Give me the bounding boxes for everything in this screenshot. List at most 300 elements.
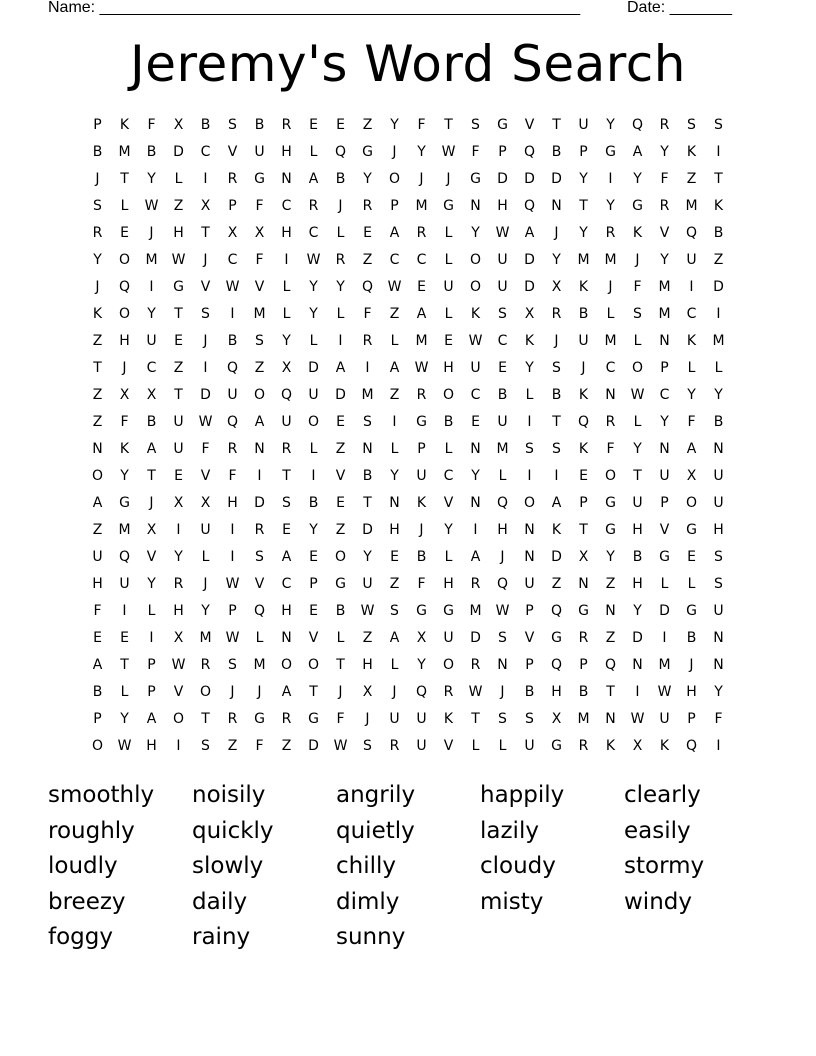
grid-letter: Y bbox=[579, 224, 588, 241]
grid-letter: E bbox=[120, 629, 129, 646]
grid-letter: Y bbox=[633, 602, 642, 619]
grid-letter: T bbox=[579, 197, 588, 214]
grid-letter: K bbox=[578, 440, 589, 457]
grid-letter: D bbox=[470, 629, 481, 646]
grid-letter: F bbox=[471, 143, 480, 160]
grid-letter: X bbox=[119, 386, 130, 403]
grid-letter: O bbox=[685, 494, 698, 511]
grid-letter: B bbox=[551, 386, 562, 403]
grid-letter: Y bbox=[633, 440, 642, 457]
grid-letter: F bbox=[228, 467, 237, 484]
grid-letter: H bbox=[146, 737, 157, 754]
grid-letter: L bbox=[687, 575, 696, 592]
grid-letter: D bbox=[308, 359, 319, 376]
grid-letter: S bbox=[552, 440, 561, 457]
grid-letter: G bbox=[551, 629, 562, 646]
word-list-item: angrily bbox=[336, 782, 416, 808]
grid-letter: A bbox=[524, 224, 535, 241]
grid-letter: S bbox=[714, 548, 723, 565]
grid-letter: F bbox=[606, 440, 615, 457]
grid-letter: L bbox=[498, 467, 507, 484]
grid-letter: E bbox=[174, 467, 183, 484]
grid-letter: J bbox=[419, 170, 424, 187]
grid-letter: L bbox=[444, 224, 453, 241]
grid-letter: L bbox=[336, 224, 345, 241]
grid-letter: U bbox=[686, 251, 697, 268]
grid-letter: G bbox=[443, 197, 454, 214]
grid-letter: D bbox=[551, 170, 562, 187]
grid-letter: L bbox=[336, 629, 345, 646]
grid-letter: F bbox=[633, 278, 642, 295]
grid-letter: C bbox=[605, 359, 616, 376]
word-list-item: daily bbox=[192, 888, 248, 915]
grid-letter: C bbox=[686, 305, 697, 322]
grid-letter: B bbox=[443, 413, 454, 430]
grid-letter: N bbox=[254, 440, 265, 457]
grid-letter: D bbox=[524, 170, 535, 187]
grid-letter: O bbox=[307, 656, 320, 673]
grid-letter: M bbox=[253, 656, 266, 673]
letter-grid bbox=[84, 111, 732, 759]
grid-letter: Z bbox=[713, 251, 724, 268]
grid-letter: Z bbox=[92, 332, 103, 349]
grid-letter: V bbox=[443, 737, 454, 754]
grid-letter: S bbox=[714, 575, 723, 592]
grid-letter: J bbox=[230, 683, 235, 700]
grid-letter: R bbox=[335, 251, 346, 268]
grid-letter: R bbox=[227, 710, 238, 727]
grid-letter: A bbox=[308, 170, 319, 187]
grid-letter: Z bbox=[389, 386, 400, 403]
grid-letter: N bbox=[605, 602, 616, 619]
word-list-item: breezy bbox=[48, 888, 126, 915]
grid-letter: Q bbox=[226, 359, 239, 376]
grid-letter: S bbox=[471, 116, 480, 133]
grid-letter: J bbox=[257, 683, 262, 700]
grid-letter: E bbox=[282, 521, 291, 538]
grid-letter: Q bbox=[523, 143, 536, 160]
grid-letter: D bbox=[200, 386, 211, 403]
grid-letter: H bbox=[632, 521, 643, 538]
grid-letter: F bbox=[147, 116, 156, 133]
grid-letter: A bbox=[254, 413, 265, 430]
grid-letter: Z bbox=[335, 521, 346, 538]
grid-letter: U bbox=[389, 710, 400, 727]
grid-letter: S bbox=[714, 116, 723, 133]
grid-letter: O bbox=[604, 467, 617, 484]
grid-letter: Q bbox=[550, 656, 563, 673]
grid-letter: N bbox=[524, 548, 535, 565]
grid-letter: W bbox=[117, 737, 132, 754]
grid-letter: T bbox=[120, 656, 129, 673]
grid-letter: G bbox=[686, 602, 697, 619]
grid-letter: U bbox=[281, 413, 292, 430]
grid-letter: F bbox=[417, 116, 426, 133]
grid-letter: N bbox=[578, 575, 589, 592]
grid-letter: D bbox=[254, 494, 265, 511]
grid-letter: F bbox=[363, 305, 372, 322]
grid-letter: H bbox=[686, 683, 697, 700]
grid-letter: F bbox=[255, 251, 264, 268]
grid-letter: V bbox=[524, 116, 535, 133]
word-list-item: smoothly bbox=[48, 782, 155, 808]
grid-letter: Y bbox=[714, 386, 723, 403]
grid-letter: R bbox=[416, 386, 427, 403]
grid-letter: U bbox=[524, 737, 535, 754]
grid-letter: W bbox=[171, 656, 186, 673]
grid-letter: J bbox=[446, 170, 451, 187]
grid-letter: K bbox=[632, 224, 643, 241]
grid-letter: H bbox=[443, 575, 454, 592]
grid-letter: H bbox=[497, 521, 508, 538]
grid-letter: U bbox=[200, 521, 211, 538]
grid-letter: B bbox=[335, 602, 346, 619]
grid-letter: U bbox=[713, 467, 724, 484]
grid-letter: Z bbox=[335, 440, 346, 457]
grid-letter: K bbox=[686, 143, 697, 160]
grid-letter: L bbox=[633, 413, 642, 430]
grid-letter: E bbox=[336, 116, 345, 133]
word-list-item: quickly bbox=[192, 817, 274, 844]
grid-letter: M bbox=[658, 278, 671, 295]
grid-letter: F bbox=[687, 413, 696, 430]
grid-letter: B bbox=[308, 494, 319, 511]
grid-letter: T bbox=[633, 467, 642, 484]
grid-letter: M bbox=[712, 332, 725, 349]
grid-letter: V bbox=[659, 224, 670, 241]
word-list-item: foggy bbox=[48, 924, 113, 950]
grid-letter: Q bbox=[280, 386, 293, 403]
grid-letter: X bbox=[200, 494, 211, 511]
grid-letter: Z bbox=[389, 575, 400, 592]
grid-letter: A bbox=[335, 359, 346, 376]
grid-letter: M bbox=[604, 251, 617, 268]
grid-letter: I bbox=[284, 251, 289, 268]
grid-letter: E bbox=[93, 629, 102, 646]
grid-letter: O bbox=[469, 278, 482, 295]
grid-letter: T bbox=[363, 494, 372, 511]
grid-letter: U bbox=[578, 116, 589, 133]
grid-letter: S bbox=[552, 359, 561, 376]
grid-letter: H bbox=[227, 494, 238, 511]
grid-letter: I bbox=[527, 413, 532, 430]
grid-letter: I bbox=[554, 467, 559, 484]
grid-letter: S bbox=[201, 305, 210, 322]
grid-letter: Y bbox=[444, 521, 453, 538]
grid-letter: G bbox=[254, 710, 265, 727]
grid-letter: O bbox=[253, 386, 266, 403]
grid-letter: U bbox=[119, 575, 130, 592]
grid-letter: G bbox=[416, 413, 427, 430]
grid-letter: S bbox=[633, 305, 642, 322]
grid-letter: I bbox=[716, 305, 721, 322]
grid-letter: U bbox=[659, 710, 670, 727]
page-title: Jeremy's Word Search bbox=[130, 35, 686, 93]
grid-letter: M bbox=[577, 710, 590, 727]
grid-letter: L bbox=[525, 386, 534, 403]
grid-letter: P bbox=[228, 602, 237, 619]
grid-letter: Z bbox=[227, 737, 238, 754]
grid-letter: H bbox=[362, 656, 373, 673]
grid-letter: J bbox=[122, 359, 127, 376]
grid-letter: P bbox=[417, 440, 426, 457]
grid-letter: P bbox=[309, 575, 318, 592]
grid-letter: G bbox=[605, 521, 616, 538]
grid-letter: N bbox=[659, 332, 670, 349]
grid-letter: D bbox=[308, 737, 319, 754]
grid-letter: P bbox=[147, 656, 156, 673]
grid-letter: L bbox=[309, 440, 318, 457]
grid-letter: R bbox=[227, 170, 238, 187]
grid-letter: I bbox=[662, 629, 667, 646]
grid-letter: R bbox=[389, 737, 400, 754]
word-list-item: windy bbox=[624, 888, 692, 915]
grid-letter: A bbox=[389, 359, 400, 376]
grid-letter: Y bbox=[687, 386, 696, 403]
grid-letter: E bbox=[363, 224, 372, 241]
grid-letter: L bbox=[120, 683, 129, 700]
grid-letter: T bbox=[606, 683, 615, 700]
grid-letter: A bbox=[470, 548, 481, 565]
grid-letter: I bbox=[608, 170, 613, 187]
grid-letter: Z bbox=[173, 197, 184, 214]
grid-letter: T bbox=[336, 656, 345, 673]
grid-letter: D bbox=[362, 521, 373, 538]
grid-letter: W bbox=[306, 251, 321, 268]
grid-letter: O bbox=[334, 548, 347, 565]
grid-letter: U bbox=[632, 494, 643, 511]
grid-letter: W bbox=[198, 413, 213, 430]
grid-letter: W bbox=[495, 224, 510, 241]
grid-letter: G bbox=[470, 170, 481, 187]
grid-letter: E bbox=[336, 413, 345, 430]
grid-letter: J bbox=[554, 224, 559, 241]
grid-letter: W bbox=[495, 602, 510, 619]
grid-letter: N bbox=[605, 386, 616, 403]
grid-letter: P bbox=[228, 197, 237, 214]
grid-letter: C bbox=[281, 197, 292, 214]
grid-letter: I bbox=[473, 521, 478, 538]
grid-letter: M bbox=[415, 197, 428, 214]
grid-letter: Z bbox=[362, 629, 373, 646]
grid-letter: T bbox=[471, 710, 480, 727]
grid-letter: U bbox=[524, 575, 535, 592]
grid-letter: F bbox=[255, 197, 264, 214]
grid-letter: R bbox=[173, 575, 184, 592]
grid-letter: I bbox=[527, 467, 532, 484]
grid-letter: B bbox=[254, 116, 265, 133]
grid-letter: I bbox=[338, 332, 343, 349]
grid-letter: E bbox=[390, 548, 399, 565]
grid-letter: E bbox=[336, 494, 345, 511]
grid-letter: X bbox=[254, 224, 265, 241]
grid-letter: G bbox=[632, 197, 643, 214]
grid-letter: E bbox=[498, 359, 507, 376]
grid-letter: Z bbox=[551, 575, 562, 592]
grid-letter: G bbox=[605, 494, 616, 511]
grid-letter: Y bbox=[120, 710, 129, 727]
grid-letter: K bbox=[578, 278, 589, 295]
grid-letter: X bbox=[362, 683, 373, 700]
grid-letter: Q bbox=[361, 278, 374, 295]
grid-letter: B bbox=[200, 116, 211, 133]
word-list-item: noisily bbox=[192, 782, 266, 808]
grid-letter: N bbox=[632, 656, 643, 673]
word-list-item: loudly bbox=[48, 853, 118, 879]
grid-letter: P bbox=[579, 494, 588, 511]
grid-letter: O bbox=[118, 305, 131, 322]
grid-letter: H bbox=[497, 197, 508, 214]
grid-letter: W bbox=[225, 575, 240, 592]
grid-letter: D bbox=[335, 386, 346, 403]
grid-letter: P bbox=[525, 602, 534, 619]
grid-letter: D bbox=[173, 143, 184, 160]
grid-letter: U bbox=[497, 413, 508, 430]
grid-letter: U bbox=[416, 710, 427, 727]
grid-letter: L bbox=[687, 359, 696, 376]
grid-letter: Y bbox=[93, 251, 102, 268]
grid-letter: S bbox=[93, 197, 102, 214]
grid-letter: S bbox=[255, 332, 264, 349]
grid-letter: M bbox=[361, 386, 374, 403]
grid-letter: T bbox=[120, 170, 129, 187]
grid-letter: M bbox=[577, 251, 590, 268]
grid-letter: M bbox=[118, 143, 131, 160]
grid-letter: L bbox=[633, 332, 642, 349]
grid-letter: U bbox=[227, 386, 238, 403]
grid-letter: L bbox=[282, 278, 291, 295]
grid-letter: Y bbox=[471, 224, 480, 241]
grid-letter: S bbox=[228, 116, 237, 133]
grid-letter: I bbox=[230, 305, 235, 322]
grid-letter: D bbox=[551, 548, 562, 565]
grid-letter: B bbox=[362, 467, 373, 484]
grid-letter: U bbox=[416, 467, 427, 484]
grid-letter: L bbox=[147, 602, 156, 619]
grid-letter: B bbox=[713, 224, 724, 241]
grid-letter: C bbox=[308, 224, 319, 241]
grid-letter: E bbox=[471, 413, 480, 430]
grid-letter: W bbox=[387, 278, 402, 295]
grid-letter: O bbox=[631, 359, 644, 376]
word-list-item: stormy bbox=[624, 853, 705, 879]
grid-letter: U bbox=[497, 278, 508, 295]
grid-letter: H bbox=[173, 224, 184, 241]
grid-letter: R bbox=[200, 656, 211, 673]
grid-letter: A bbox=[281, 548, 292, 565]
grid-letter: W bbox=[360, 602, 375, 619]
grid-letter: A bbox=[389, 224, 400, 241]
grid-letter: G bbox=[551, 737, 562, 754]
grid-letter: T bbox=[201, 224, 210, 241]
grid-letter: W bbox=[171, 251, 186, 268]
grid-letter: M bbox=[658, 305, 671, 322]
grid-letter: Y bbox=[147, 305, 156, 322]
grid-letter: O bbox=[118, 251, 131, 268]
grid-letter: Y bbox=[417, 143, 426, 160]
grid-letter: R bbox=[254, 521, 265, 538]
grid-letter: T bbox=[552, 116, 561, 133]
grid-letter: S bbox=[228, 656, 237, 673]
grid-letter: O bbox=[91, 737, 104, 754]
grid-letter: J bbox=[338, 197, 343, 214]
grid-letter: A bbox=[281, 683, 292, 700]
grid-letter: Y bbox=[606, 116, 615, 133]
grid-letter: G bbox=[605, 143, 616, 160]
grid-letter: Z bbox=[686, 170, 697, 187]
grid-letter: V bbox=[335, 467, 346, 484]
grid-letter: K bbox=[443, 710, 454, 727]
grid-letter: Z bbox=[254, 359, 265, 376]
word-list-item: happily bbox=[480, 782, 565, 808]
grid-letter: Y bbox=[309, 305, 318, 322]
grid-letter: X bbox=[416, 629, 427, 646]
grid-letter: J bbox=[365, 710, 370, 727]
grid-letter: R bbox=[362, 332, 373, 349]
grid-letter: Y bbox=[147, 170, 156, 187]
grid-letter: Q bbox=[550, 602, 563, 619]
grid-letter: O bbox=[469, 251, 482, 268]
grid-letter: V bbox=[254, 278, 265, 295]
grid-letter: Z bbox=[605, 575, 616, 592]
grid-letter: G bbox=[686, 521, 697, 538]
grid-letter: L bbox=[660, 575, 669, 592]
grid-letter: D bbox=[524, 251, 535, 268]
grid-letter: Y bbox=[363, 548, 372, 565]
grid-letter: Q bbox=[604, 656, 617, 673]
grid-letter: Q bbox=[118, 548, 131, 565]
grid-letter: Q bbox=[496, 575, 509, 592]
grid-letter: V bbox=[146, 548, 157, 565]
grid-letter: S bbox=[525, 440, 534, 457]
grid-letter: Y bbox=[174, 548, 183, 565]
grid-letter: Y bbox=[660, 251, 669, 268]
grid-letter: R bbox=[659, 197, 670, 214]
word-list-item: slowly bbox=[192, 853, 264, 879]
grid-letter: Q bbox=[118, 278, 131, 295]
grid-letter: B bbox=[227, 332, 238, 349]
grid-letter: U bbox=[713, 494, 724, 511]
grid-letter: B bbox=[578, 683, 589, 700]
grid-letter: O bbox=[91, 467, 104, 484]
grid-letter: Y bbox=[309, 521, 318, 538]
grid-letter: K bbox=[686, 332, 697, 349]
grid-letter: H bbox=[389, 521, 400, 538]
grid-letter: Z bbox=[362, 116, 373, 133]
grid-letter: F bbox=[201, 440, 210, 457]
grid-letter: B bbox=[146, 143, 157, 160]
grid-letter: N bbox=[551, 197, 562, 214]
grid-letter: J bbox=[689, 656, 694, 673]
grid-letter: L bbox=[120, 197, 129, 214]
grid-letter: Q bbox=[226, 413, 239, 430]
grid-letter: B bbox=[551, 143, 562, 160]
grid-letter: L bbox=[444, 548, 453, 565]
grid-letter: Y bbox=[660, 143, 669, 160]
grid-letter: Q bbox=[577, 413, 590, 430]
grid-letter: Q bbox=[496, 494, 509, 511]
grid-letter: I bbox=[149, 629, 154, 646]
grid-letter: Y bbox=[309, 278, 318, 295]
grid-letter: U bbox=[578, 332, 589, 349]
grid-letter: X bbox=[524, 305, 535, 322]
grid-letter: W bbox=[225, 629, 240, 646]
grid-letter: M bbox=[658, 656, 671, 673]
grid-letter: R bbox=[470, 575, 481, 592]
grid-letter: R bbox=[227, 440, 238, 457]
grid-letter: O bbox=[442, 386, 455, 403]
grid-letter: T bbox=[282, 467, 291, 484]
